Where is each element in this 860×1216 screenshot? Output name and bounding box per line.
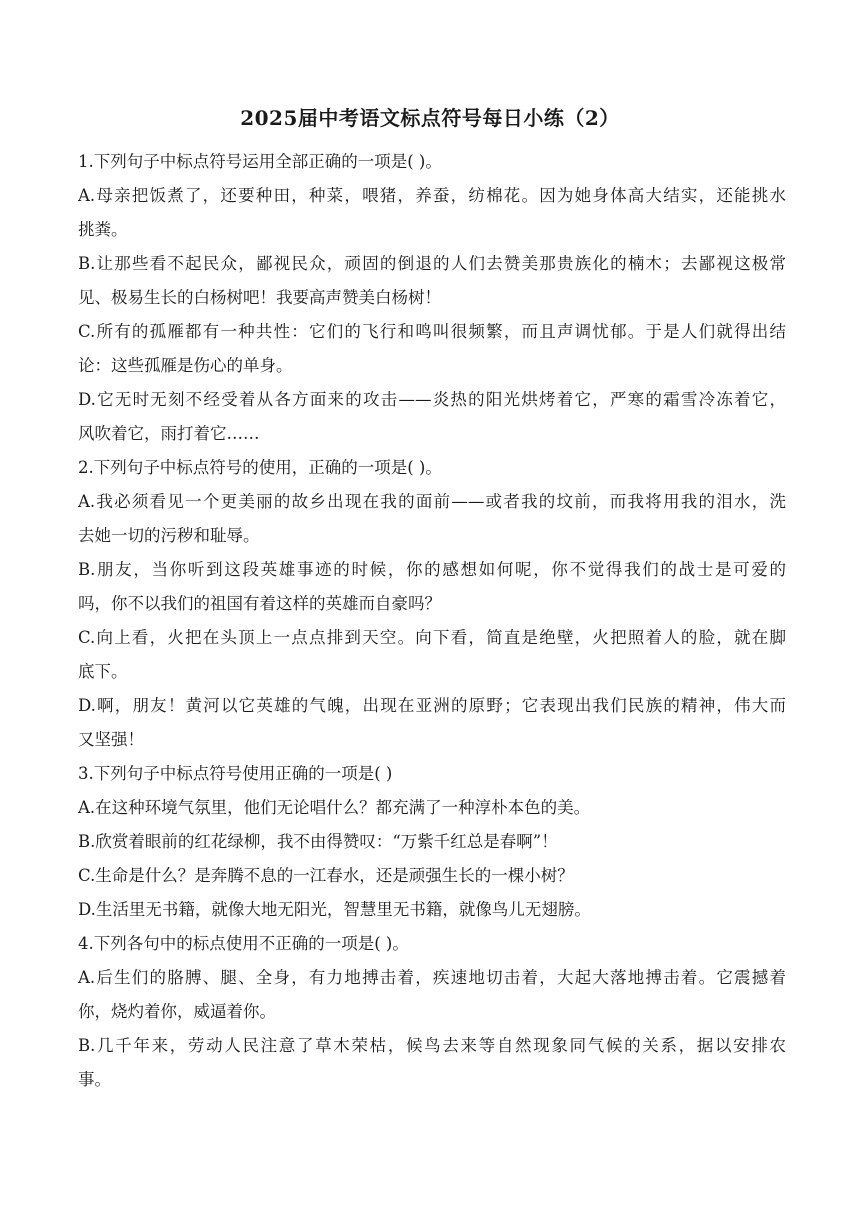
text-line: 吗，你不以我们的祖国有着这样的英雄而自豪吗？ bbox=[78, 594, 441, 613]
text-line: D.生活里无书籍，就像大地无阳光，智慧里无书籍，就像鸟儿无翅膀。 bbox=[78, 900, 591, 919]
text-line: C.所有的孤雁都有一种共性：它们的飞行和鸣叫很频繁，而且声调忧郁。于是人们就得出结 bbox=[78, 322, 786, 341]
text-line: 挑粪。 bbox=[78, 220, 128, 239]
text-line: B.几千年来，劳动人民注意了草木荣枯，候鸟去来等自然现象同气候的关系，据以安排农 bbox=[78, 1036, 786, 1055]
text-line: 底下。 bbox=[78, 662, 128, 681]
text-line: A.后生们的胳膊、腿、全身，有力地搏击着，疾速地切击着，大起大落地搏击着。它震撼着 bbox=[78, 968, 786, 987]
text-line: B.欣赏着眼前的红花绿柳，我不由得赞叹：“万紫千红总是春啊”！ bbox=[78, 832, 558, 851]
text-line: 你，烧灼着你，威逼着你。 bbox=[78, 1002, 276, 1021]
text-line: 4.下列各句中的标点使用不正确的一项是( )。 bbox=[78, 934, 409, 953]
text-line: 2.下列句子中标点符号的使用，正确的一项是( )。 bbox=[78, 458, 442, 477]
text-line: B.让那些看不起民众，鄙视民众，顽固的倒退的人们去赞美那贵族化的楠木；去鄙视这极常 bbox=[78, 254, 786, 273]
text-line: 去她一切的污秽和耻辱。 bbox=[78, 526, 260, 545]
text-line: A.在这种环境气氛里，他们无论唱什么？都充满了一种淳朴本色的美。 bbox=[78, 798, 591, 817]
text-line: C.生命是什么？是奔腾不息的一江春水，还是顽强生长的一棵小树？ bbox=[78, 866, 574, 885]
text-line: B.朋友，当你听到这段英雄事迹的时候，你的感想如何呢，你不觉得我们的战士是可爱的 bbox=[78, 560, 786, 579]
text-line: D.啊，朋友！黄河以它英雄的气魄，出现在亚洲的原野；它表现出我们民族的精神，伟大而 bbox=[78, 696, 786, 715]
text-line: 1.下列句子中标点符号运用全部正确的一项是( )。 bbox=[78, 152, 442, 171]
text-line: D.它无时无刻不经受着从各方面来的攻击——炎热的阳光烘烤着它，严寒的霜雪冷冻着它， bbox=[78, 390, 786, 409]
text-line: 3.下列句子中标点符号使用正确的一项是( ) bbox=[78, 764, 393, 783]
text-line: 又坚强！ bbox=[78, 730, 144, 749]
text-line: 论：这些孤雁是伤心的单身。 bbox=[78, 356, 293, 375]
text-line: 见、极易生长的白杨树吧！我要高声赞美白杨树！ bbox=[78, 288, 441, 307]
text-line: C.向上看，火把在头顶上一点点排到天空。向下看，简直是绝壁，火把照着人的脸，就在脚 bbox=[78, 628, 786, 647]
text-line: A.我必须看见一个更美丽的故乡出现在我的面前——或者我的坟前，而我将用我的泪水，洗 bbox=[78, 492, 786, 511]
page-title: 2025届中考语文标点符号每日小练（2） bbox=[240, 106, 620, 130]
text-line: A.母亲把饭煮了，还要种田，种菜，喂猪，养蚕，纺棉花。因为她身体高大结实，还能挑水 bbox=[78, 186, 786, 205]
text-line: 风吹着它，雨打着它…… bbox=[78, 424, 260, 443]
exercise-body bbox=[78, 145, 786, 1097]
text-line: 事。 bbox=[78, 1070, 111, 1089]
